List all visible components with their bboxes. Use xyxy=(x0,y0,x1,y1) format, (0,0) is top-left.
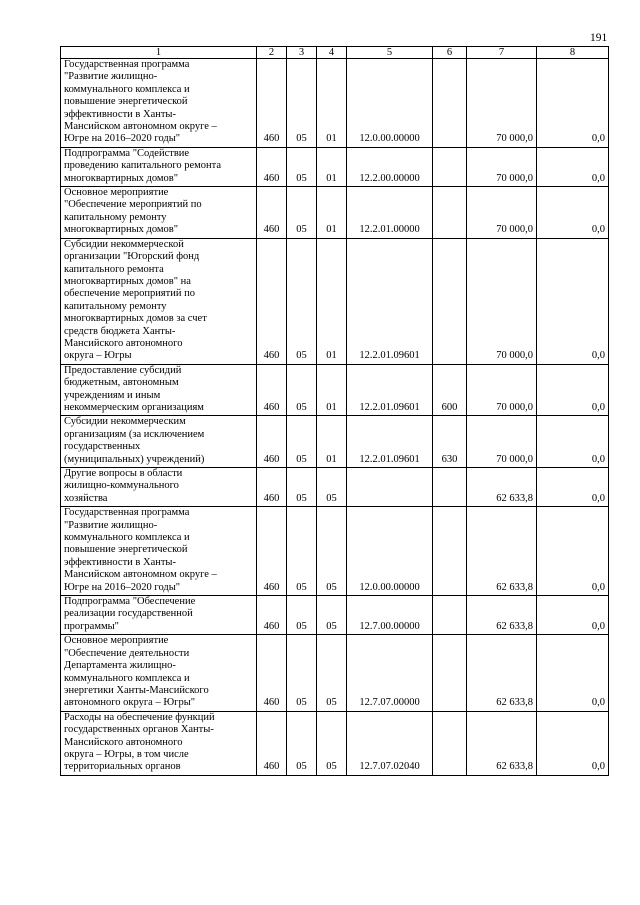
row-name-line: Государственная программа xyxy=(64,59,190,70)
row-name-line: (муниципальных) учреждений) xyxy=(64,453,205,465)
row-name-line: округа – Югры xyxy=(64,350,132,362)
target-article-cell xyxy=(347,468,433,507)
row-name-line: многоквартирных домов" xyxy=(64,224,179,236)
subsection-code-cell: 01 xyxy=(317,416,347,468)
expense-type-cell xyxy=(433,507,467,596)
amount-cell-secondary: 0,0 xyxy=(537,238,609,364)
target-article-cell: 12.2.00.00000 xyxy=(347,147,433,186)
admin-code-cell: 460 xyxy=(257,238,287,364)
target-article-cell: 12.2.01.09601 xyxy=(347,238,433,364)
row-name-cell xyxy=(61,507,257,596)
subsection-code-cell: 01 xyxy=(317,147,347,186)
row-name-line: Мансийском автономном округе – xyxy=(64,121,217,133)
table-row xyxy=(61,635,609,711)
row-name-line: Другие вопросы в области xyxy=(64,468,183,479)
header-row xyxy=(61,47,609,59)
row-name-line: "Развитие жилищно- xyxy=(64,519,158,531)
page-number: 191 xyxy=(590,32,608,44)
section-code-cell: 05 xyxy=(287,238,317,364)
amount-cell: 62 633,8 xyxy=(467,596,537,635)
table-row xyxy=(61,596,609,635)
amount-cell-secondary: 0,0 xyxy=(537,147,609,186)
row-name-cell xyxy=(61,468,257,507)
row-name-line: энергетики Ханты-Мансийского xyxy=(64,684,209,696)
row-name-line: средств бюджета Ханты- xyxy=(64,325,176,337)
amount-cell-secondary: 0,0 xyxy=(537,507,609,596)
amount-cell-secondary: 0,0 xyxy=(537,635,609,711)
target-article-cell: 12.7.07.00000 xyxy=(347,635,433,711)
amount-cell: 70 000,0 xyxy=(467,187,537,239)
admin-code-cell: 460 xyxy=(257,635,287,711)
section-code-cell: 05 xyxy=(287,468,317,507)
column-header: 2 xyxy=(257,47,287,59)
row-name-line: Подпрограмма "Обеспечение xyxy=(64,596,196,608)
row-name-cell xyxy=(61,187,257,239)
amount-cell: 62 633,8 xyxy=(467,468,537,507)
subsection-code-cell: 01 xyxy=(317,187,347,239)
row-name-line: реализации государственной xyxy=(64,608,193,620)
row-name-line: Основное мероприятие xyxy=(64,187,169,199)
row-name-line: государственных органов Ханты- xyxy=(64,724,214,736)
budget-table xyxy=(60,46,609,776)
row-name-line: обеспечение мероприятий по xyxy=(64,288,195,300)
row-name-line: Субсидии некоммерческой xyxy=(64,238,184,250)
table-row xyxy=(61,507,609,596)
section-code-cell: 05 xyxy=(287,635,317,711)
row-name-cell xyxy=(61,596,257,635)
section-code-cell: 05 xyxy=(287,711,317,775)
table-row xyxy=(61,416,609,468)
expense-type-cell xyxy=(433,711,467,775)
subsection-code-cell: 01 xyxy=(317,59,347,148)
admin-code-cell: 460 xyxy=(257,468,287,507)
row-name-line: автономного округа – Югры" xyxy=(64,697,196,709)
admin-code-cell: 460 xyxy=(257,507,287,596)
amount-cell-secondary: 0,0 xyxy=(537,416,609,468)
row-name-line: Югре на 2016–2020 годы" xyxy=(64,581,181,593)
amount-cell-secondary: 0,0 xyxy=(537,187,609,239)
row-name-line: программы" xyxy=(64,620,119,632)
row-name-line: "Обеспечение деятельности xyxy=(64,647,190,659)
target-article-cell: 12.0.00.00000 xyxy=(347,507,433,596)
row-name-cell xyxy=(61,711,257,775)
section-code-cell: 05 xyxy=(287,416,317,468)
admin-code-cell: 460 xyxy=(257,147,287,186)
amount-cell-secondary: 0,0 xyxy=(537,596,609,635)
section-code-cell: 05 xyxy=(287,59,317,148)
expense-type-cell xyxy=(433,147,467,186)
row-name-line: повышение энергетической xyxy=(64,96,188,108)
column-header: 4 xyxy=(317,47,347,59)
target-article-cell: 12.0.00.00000 xyxy=(347,59,433,148)
amount-cell: 70 000,0 xyxy=(467,416,537,468)
amount-cell: 70 000,0 xyxy=(467,238,537,364)
row-name-line: "Обеспечение мероприятий по xyxy=(64,199,202,211)
row-name-line: многоквартирных домов за счет xyxy=(64,313,207,325)
row-name-cell xyxy=(61,238,257,364)
row-name-line: некоммерческим организациям xyxy=(64,401,204,413)
target-article-cell: 12.7.07.02040 xyxy=(347,711,433,775)
row-name-line: Мансийского автономного xyxy=(64,337,183,349)
table-row xyxy=(61,147,609,186)
admin-code-cell: 460 xyxy=(257,596,287,635)
expense-type-cell xyxy=(433,468,467,507)
row-name-line: территориальных органов xyxy=(64,761,181,773)
row-name-line: Государственная программа xyxy=(64,507,190,519)
section-code-cell: 05 xyxy=(287,147,317,186)
target-article-cell: 12.2.01.00000 xyxy=(347,187,433,239)
amount-cell: 70 000,0 xyxy=(467,147,537,186)
admin-code-cell: 460 xyxy=(257,711,287,775)
table-row xyxy=(61,711,609,775)
row-name-line: Департамента жилищно- xyxy=(64,660,176,672)
row-name-cell xyxy=(61,147,257,186)
section-code-cell: 05 xyxy=(287,364,317,416)
row-name-line: Югре на 2016–2020 годы" xyxy=(64,133,181,145)
amount-cell-secondary: 0,0 xyxy=(537,364,609,416)
target-article-cell: 12.2.01.09601 xyxy=(347,364,433,416)
row-name-line: округа – Югры, в том числе xyxy=(64,748,189,760)
row-name-cell xyxy=(61,364,257,416)
admin-code-cell: 460 xyxy=(257,416,287,468)
subsection-code-cell: 05 xyxy=(317,507,347,596)
row-name-line: капитального ремонта xyxy=(64,263,164,275)
table-row xyxy=(61,238,609,364)
row-name-line: жилищно-коммунального xyxy=(64,480,179,492)
row-name-line: капитальному ремонту xyxy=(64,211,167,223)
row-name-cell xyxy=(61,416,257,468)
admin-code-cell: 460 xyxy=(257,59,287,148)
amount-cell: 70 000,0 xyxy=(467,364,537,416)
row-name-line: Субсидии некоммерческим xyxy=(64,416,186,428)
row-name-line: Предоставление субсидий xyxy=(64,364,182,376)
subsection-code-cell: 05 xyxy=(317,596,347,635)
row-name-line: капитальному ремонту xyxy=(64,300,167,312)
row-name-line: бюджетным, автономным xyxy=(64,377,179,389)
subsection-code-cell: 05 xyxy=(317,635,347,711)
row-name-line: "Развитие жилищно- xyxy=(64,71,158,83)
column-header: 3 xyxy=(287,47,317,59)
expense-type-cell: 600 xyxy=(433,364,467,416)
expense-type-cell xyxy=(433,187,467,239)
amount-cell: 62 633,8 xyxy=(467,507,537,596)
column-header: 1 xyxy=(61,47,257,59)
row-name-line: коммунального комплекса и xyxy=(64,532,190,544)
row-name-line: проведению капитального ремонта xyxy=(64,160,222,172)
row-name-line: Подпрограмма "Содействие xyxy=(64,147,190,159)
expense-type-cell xyxy=(433,596,467,635)
section-code-cell: 05 xyxy=(287,596,317,635)
row-name-line: Расходы на обеспечение функций xyxy=(64,711,215,723)
subsection-code-cell: 01 xyxy=(317,238,347,364)
row-name-line: Мансийского автономного xyxy=(64,736,183,748)
amount-cell: 62 633,8 xyxy=(467,711,537,775)
subsection-code-cell: 05 xyxy=(317,468,347,507)
subsection-code-cell: 05 xyxy=(317,711,347,775)
column-header: 7 xyxy=(467,47,537,59)
row-name-line: хозяйства xyxy=(64,492,108,504)
table-row xyxy=(61,364,609,416)
amount-cell-secondary: 0,0 xyxy=(537,711,609,775)
row-name-line: Мансийском автономном округе – xyxy=(64,569,217,581)
amount-cell: 62 633,8 xyxy=(467,635,537,711)
admin-code-cell: 460 xyxy=(257,364,287,416)
column-header: 6 xyxy=(433,47,467,59)
row-name-line: учреждениям и иным xyxy=(64,389,161,401)
row-name-line: многоквартирных домов" xyxy=(64,172,179,184)
table-row xyxy=(61,187,609,239)
row-name-line: коммунального комплекса и xyxy=(64,83,190,95)
amount-cell-secondary: 0,0 xyxy=(537,468,609,507)
expense-type-cell xyxy=(433,59,467,148)
amount-cell: 70 000,0 xyxy=(467,59,537,148)
amount-cell-secondary: 0,0 xyxy=(537,59,609,148)
expense-type-cell xyxy=(433,635,467,711)
expense-type-cell xyxy=(433,238,467,364)
row-name-line: государственных xyxy=(64,441,141,453)
table-row xyxy=(61,59,609,148)
row-name-line: организации "Югорский фонд xyxy=(64,251,200,263)
expense-type-cell: 630 xyxy=(433,416,467,468)
admin-code-cell: 460 xyxy=(257,187,287,239)
column-header: 5 xyxy=(347,47,433,59)
row-name-line: Основное мероприятие xyxy=(64,635,169,647)
row-name-line: организациям (за исключением xyxy=(64,428,205,440)
section-code-cell: 05 xyxy=(287,507,317,596)
row-name-cell xyxy=(61,59,257,148)
subsection-code-cell: 01 xyxy=(317,364,347,416)
target-article-cell: 12.2.01.09601 xyxy=(347,416,433,468)
row-name-line: коммунального комплекса и xyxy=(64,672,190,684)
row-name-line: эффективности в Ханты- xyxy=(64,556,176,568)
row-name-line: многоквартирных домов" на xyxy=(64,275,191,287)
table-row xyxy=(61,468,609,507)
target-article-cell: 12.7.00.00000 xyxy=(347,596,433,635)
row-name-cell xyxy=(61,635,257,711)
row-name-line: эффективности в Ханты- xyxy=(64,108,176,120)
column-header: 8 xyxy=(537,47,609,59)
section-code-cell: 05 xyxy=(287,187,317,239)
row-name-line: повышение энергетической xyxy=(64,544,188,556)
